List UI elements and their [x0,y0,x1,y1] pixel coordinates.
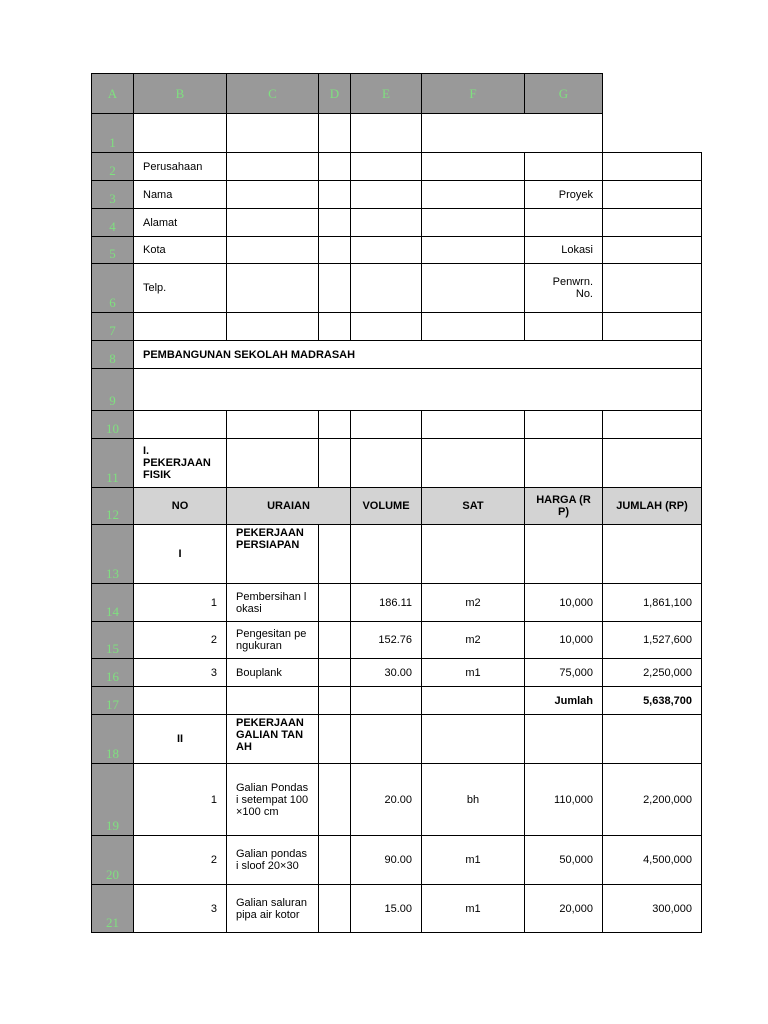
cell[interactable] [602,263,702,313]
item-harga[interactable]: 10,000 [524,583,603,622]
project-title[interactable]: PEMBANGUNAN SEKOLAH MADRASAH [133,340,702,369]
row-header-14[interactable]: 14 [91,583,134,622]
item-sat[interactable]: bh [421,763,525,836]
item-volume[interactable]: 20.00 [350,763,422,836]
cell[interactable] [226,410,319,439]
row-header-6[interactable]: 6 [91,263,134,313]
cell[interactable] [133,410,227,439]
row-header-13[interactable]: 13 [91,524,134,584]
th-harga[interactable]: HARGA (RP) [524,487,603,525]
cell[interactable] [421,208,525,237]
row-header-9[interactable]: 9 [91,368,134,411]
row-header-1[interactable]: 1 [91,113,134,153]
item-uraian[interactable]: Pembersihan lokasi [226,583,319,622]
item-harga[interactable]: 110,000 [524,763,603,836]
th-volume[interactable]: VOLUME [350,487,422,525]
cell[interactable] [226,152,319,181]
cell-D1[interactable] [318,113,351,153]
item-volume[interactable]: 90.00 [350,835,422,885]
cell[interactable] [421,152,525,181]
group-number[interactable]: II [133,714,227,764]
column-header-G[interactable]: G [524,73,603,114]
item-sat[interactable]: m1 [421,884,525,933]
item-uraian[interactable]: Pengesitan pengukuran [226,621,319,659]
row-header-16[interactable]: 16 [91,658,134,687]
cell[interactable] [318,686,351,715]
group-title[interactable]: PEKERJAAN GALIAN TANAH [226,714,319,764]
cell[interactable] [421,686,525,715]
item-jumlah[interactable]: 1,861,100 [602,583,702,622]
project-label[interactable]: Penwrn. No. [524,263,603,313]
cell[interactable] [602,152,702,181]
cell[interactable] [421,236,525,264]
info-label[interactable]: Nama [133,180,227,209]
th-uraian[interactable]: URAIAN [226,487,351,525]
column-header-B[interactable]: B [133,73,227,114]
row-header-21[interactable]: 21 [91,884,134,933]
item-no[interactable]: 3 [133,884,227,933]
cell[interactable] [350,208,422,237]
cell-F1[interactable] [421,113,603,153]
cell[interactable] [421,438,525,488]
cell[interactable] [421,410,525,439]
column-header-E[interactable]: E [350,73,422,114]
item-volume[interactable]: 186.11 [350,583,422,622]
cell[interactable] [226,180,319,209]
item-volume[interactable]: 152.76 [350,621,422,659]
item-harga[interactable]: 20,000 [524,884,603,933]
cell[interactable] [421,312,525,341]
cell[interactable] [133,312,227,341]
item-harga[interactable]: 50,000 [524,835,603,885]
section-title[interactable]: I. PEKERJAAN FISIK [133,438,227,488]
cell[interactable] [226,236,319,264]
cell[interactable] [524,524,603,584]
row-header-18[interactable]: 18 [91,714,134,764]
project-label[interactable] [524,152,603,181]
subtotal-label[interactable]: Jumlah [524,686,603,715]
column-header-C[interactable]: C [226,73,319,114]
cell[interactable] [602,410,702,439]
cell-B1[interactable] [133,113,227,153]
cell[interactable] [318,208,351,237]
item-uraian[interactable]: Bouplank [226,658,319,687]
cell[interactable] [318,524,351,584]
item-uraian[interactable]: Galian pondasi sloof 20×30 [226,835,319,885]
group-title[interactable]: PEKERJAAN PERSIAPAN [226,524,319,584]
cell[interactable] [421,714,525,764]
cell[interactable] [133,686,227,715]
cell[interactable] [318,263,351,313]
cell[interactable] [350,312,422,341]
item-uraian[interactable]: Galian Pondasi setempat 100×100 cm [226,763,319,836]
cell[interactable] [602,312,702,341]
item-no[interactable]: 3 [133,658,227,687]
cell[interactable] [318,835,351,885]
subtotal-value[interactable]: 5,638,700 [602,686,702,715]
cell[interactable] [318,583,351,622]
cell[interactable] [350,686,422,715]
cell[interactable] [421,180,525,209]
column-header-F[interactable]: F [421,73,525,114]
row-header-4[interactable]: 4 [91,208,134,237]
row-header-10[interactable]: 10 [91,410,134,439]
item-volume[interactable]: 30.00 [350,658,422,687]
cell[interactable] [350,438,422,488]
cell[interactable] [524,312,603,341]
item-sat[interactable]: m1 [421,658,525,687]
item-no[interactable]: 1 [133,583,227,622]
item-jumlah[interactable]: 2,200,000 [602,763,702,836]
item-no[interactable]: 2 [133,835,227,885]
row-header-20[interactable]: 20 [91,835,134,885]
item-no[interactable]: 2 [133,621,227,659]
cell[interactable] [602,180,702,209]
row-header-3[interactable]: 3 [91,180,134,209]
cell[interactable] [602,438,702,488]
cell[interactable] [318,621,351,659]
cell[interactable] [226,208,319,237]
row-header-5[interactable]: 5 [91,236,134,264]
row-header-11[interactable]: 11 [91,438,134,488]
item-no[interactable]: 1 [133,763,227,836]
item-jumlah[interactable]: 300,000 [602,884,702,933]
item-volume[interactable]: 15.00 [350,884,422,933]
cell[interactable] [524,714,603,764]
cell[interactable] [350,152,422,181]
item-jumlah[interactable]: 4,500,000 [602,835,702,885]
project-label[interactable]: Lokasi [524,236,603,264]
cell[interactable] [602,208,702,237]
cell[interactable] [318,152,351,181]
th-sat[interactable]: SAT [421,487,525,525]
cell[interactable] [421,263,525,313]
column-header-D[interactable]: D [318,73,351,114]
row-header-17[interactable]: 17 [91,686,134,715]
info-label[interactable]: Perusahaan [133,152,227,181]
cell[interactable] [421,524,525,584]
row-header-8[interactable]: 8 [91,340,134,369]
cell[interactable] [350,263,422,313]
cell[interactable] [602,524,702,584]
info-label[interactable]: Kota [133,236,227,264]
cell[interactable] [318,236,351,264]
cell[interactable] [318,658,351,687]
cell[interactable] [226,686,319,715]
cell[interactable] [318,312,351,341]
cell[interactable] [226,438,319,488]
cell[interactable] [318,410,351,439]
info-label[interactable]: Telp. [133,263,227,313]
row-header-15[interactable]: 15 [91,621,134,659]
item-uraian[interactable]: Galian saluran pipa air kotor [226,884,319,933]
th-jumlah[interactable]: JUMLAH (RP) [602,487,702,525]
item-jumlah[interactable]: 1,527,600 [602,621,702,659]
cell-E1[interactable] [350,113,422,153]
cell[interactable] [350,524,422,584]
row-header-12[interactable]: 12 [91,487,134,525]
item-jumlah[interactable]: 2,250,000 [602,658,702,687]
group-number[interactable]: I [133,524,227,584]
project-label[interactable]: Proyek [524,180,603,209]
cell[interactable] [350,236,422,264]
item-harga[interactable]: 75,000 [524,658,603,687]
project-label[interactable] [524,208,603,237]
row-header-2[interactable]: 2 [91,152,134,181]
merged-empty-row[interactable] [133,368,702,411]
cell[interactable] [318,763,351,836]
item-sat[interactable]: m1 [421,835,525,885]
cell[interactable] [318,714,351,764]
cell[interactable] [524,410,603,439]
cell[interactable] [318,438,351,488]
cell[interactable] [226,263,319,313]
info-label[interactable]: Alamat [133,208,227,237]
cell[interactable] [226,312,319,341]
cell-C1[interactable] [226,113,319,153]
cell[interactable] [602,714,702,764]
cell[interactable] [350,714,422,764]
cell[interactable] [318,180,351,209]
item-sat[interactable]: m2 [421,583,525,622]
column-header-A[interactable]: A [91,73,134,114]
th-no[interactable]: NO [133,487,227,525]
item-harga[interactable]: 10,000 [524,621,603,659]
cell[interactable] [350,180,422,209]
cell[interactable] [524,438,603,488]
cell[interactable] [318,884,351,933]
row-header-19[interactable]: 19 [91,763,134,836]
row-header-7[interactable]: 7 [91,312,134,341]
item-sat[interactable]: m2 [421,621,525,659]
cell[interactable] [350,410,422,439]
cell[interactable] [602,236,702,264]
